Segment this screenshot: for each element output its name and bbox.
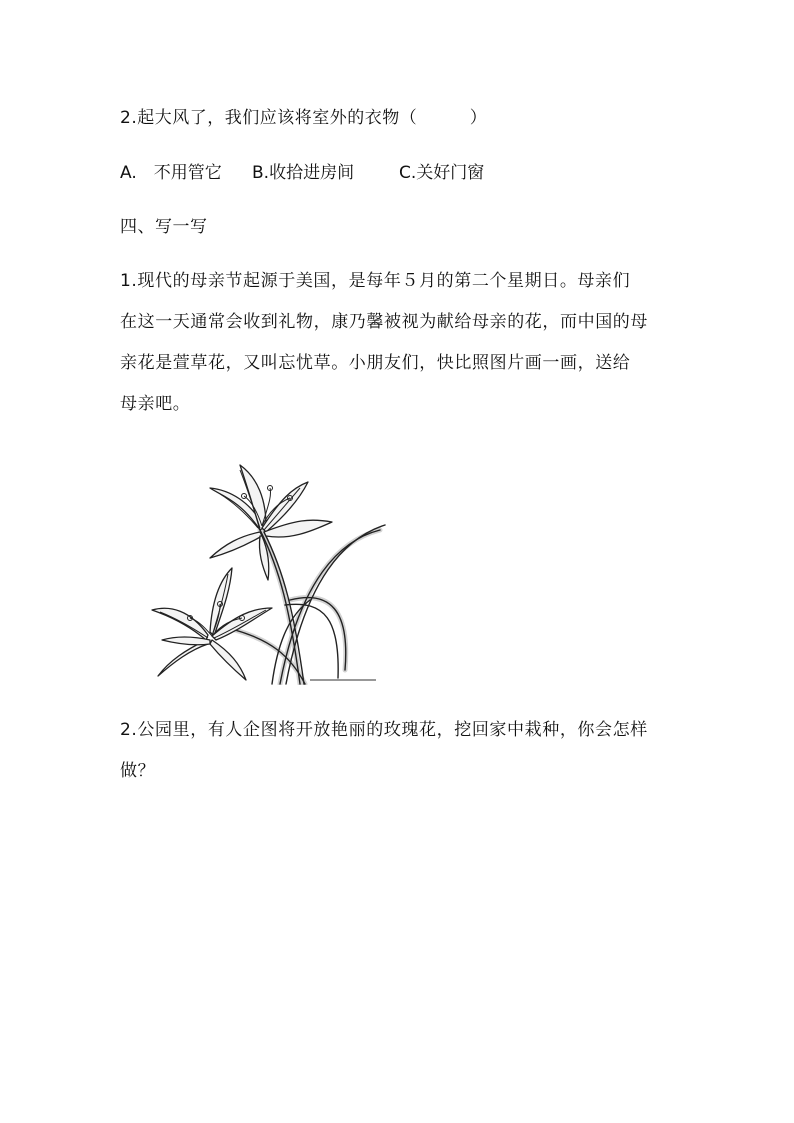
option-a[interactable]: A. 不用管它 [120, 163, 222, 183]
section-title: 四、写一写 [120, 217, 208, 237]
writing-question-1 [120, 261, 680, 425]
paragraph-line: 做？ [120, 761, 156, 781]
question-2-options [120, 163, 484, 183]
question-2-prompt: 2.起大风了，我们应该将室外的衣物（ ） [120, 108, 488, 128]
writing-question-2 [120, 710, 680, 792]
daylily-illustration [140, 440, 400, 685]
paragraph-line: 母亲吧。 [120, 394, 191, 414]
option-b[interactable]: B.收拾进房间 [252, 163, 355, 183]
paragraph-line: 2.公园里，有人企图将开放艳丽的玫瑰花，挖回家中栽种，你会怎样 [120, 720, 648, 740]
paragraph-line: 在这一天通常会收到礼物，康乃馨被视为献给母亲的花，而中国的母 [120, 312, 648, 332]
paragraph-line: 1.现代的母亲节起源于美国，是每年５月的第二个星期日。母亲们 [120, 271, 631, 291]
paragraph-line: 亲花是萱草花，又叫忘忧草。小朋友们，快比照图片画一画，送给 [120, 353, 631, 373]
option-c[interactable]: C.关好门窗 [399, 163, 485, 183]
